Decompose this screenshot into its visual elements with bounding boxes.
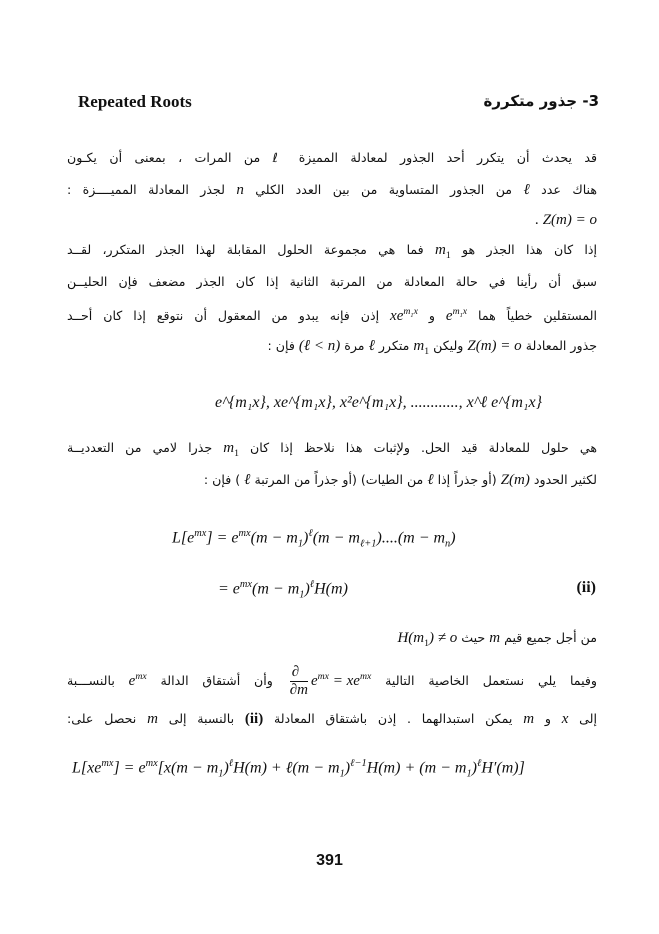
paragraph-line: هناك عدد ℓ من الجذور المتساوية من بين العدد الكلي n لجذر المعادلة المميــــزة :: [67, 182, 597, 198]
paragraph-line: من أجل جميع قيم m حيث $H(m_1) \ne o$: [397, 630, 597, 649]
section-title-arabic: 3- جذور متكررة: [483, 92, 599, 110]
paragraph-line: سبق أن رأينا في حالة المعادلة من المرتبة الثانية إذا كان الجذر مضعف فإن الحليــن: [67, 274, 597, 289]
page-number: 391: [316, 852, 343, 869]
paragraph-line: إلى x و m يمكن استبدالهما . إذن باشتقاق المعادلة (ii) بالنسبة إلى m نحصل على:: [67, 711, 597, 727]
paragraph-line: هي حلول للمعادلة قيد الحل. ولإثبات هذا نلاحظ إذا كان $m_1$ جذرا لامي من التعدديــة: [67, 440, 597, 459]
factored-equation: = $e^{mx}(m - m_1)^\ell H(m)$: [218, 579, 348, 601]
paragraph-line: جذور المعادلة Z(m) = o وليكن $m_1$ متكرر ℓ مرة (ℓ < n) فإن :: [267, 338, 597, 357]
roots-list-equation: e^{m₁x}, xe^{m₁x}, x²e^{m₁x}, ............, x^ℓ e^{m₁x}: [215, 394, 542, 411]
derivative-equation: $L[xe^{mx}] = e^{mx}[x(m - m_1)^\ell H(m)$ + ℓ(m − $m_1)^{\ell-1}H(m) + (m - m_1)^\ell H'(m)$]: [72, 758, 525, 780]
paragraph-line: قد يحدث أن يتكرر أحد الجذور لمعادلة المميزة ℓ من المرات ، بمعنى أن يكـون: [67, 150, 598, 165]
paragraph-line: إذا كان هذا الجذر هو $m_1$ فما هي مجموعة الحلول المقابلة لهذا الجذر المتكرر، لقــد: [67, 242, 597, 261]
section-title-english: Repeated Roots: [78, 92, 192, 111]
operator-equation: $L[e^{mx}] = e^{mx}(m - m_1)^\ell(m - m_{\ell+1})....(m - m_n)$: [172, 528, 456, 550]
paragraph-line: . Z(m) = o: [535, 212, 597, 228]
equation-label: (ii): [576, 579, 596, 596]
paragraph-line: وفيما يلي نستعمل الخاصية التالية $\frac{\partial}{\partial m}$ $e^{mx} = xe^{mx}$ وأن أشتقاق الدالة $e^{mx}$ بالنســـبة: [67, 664, 597, 698]
paragraph-line: المستقلين خطياً هما $e^{m_1x}$ و $xe^{m_1x}$ إذن فإنه يبدو من المعقول أن نتوقع إذا كان أحــد: [67, 306, 597, 324]
paragraph-line: لكثير الحدود Z(m) (أو جذراً إذا ℓ من الطيات) (أو جذراً من المرتبة ℓ ) فإن :: [203, 472, 597, 488]
